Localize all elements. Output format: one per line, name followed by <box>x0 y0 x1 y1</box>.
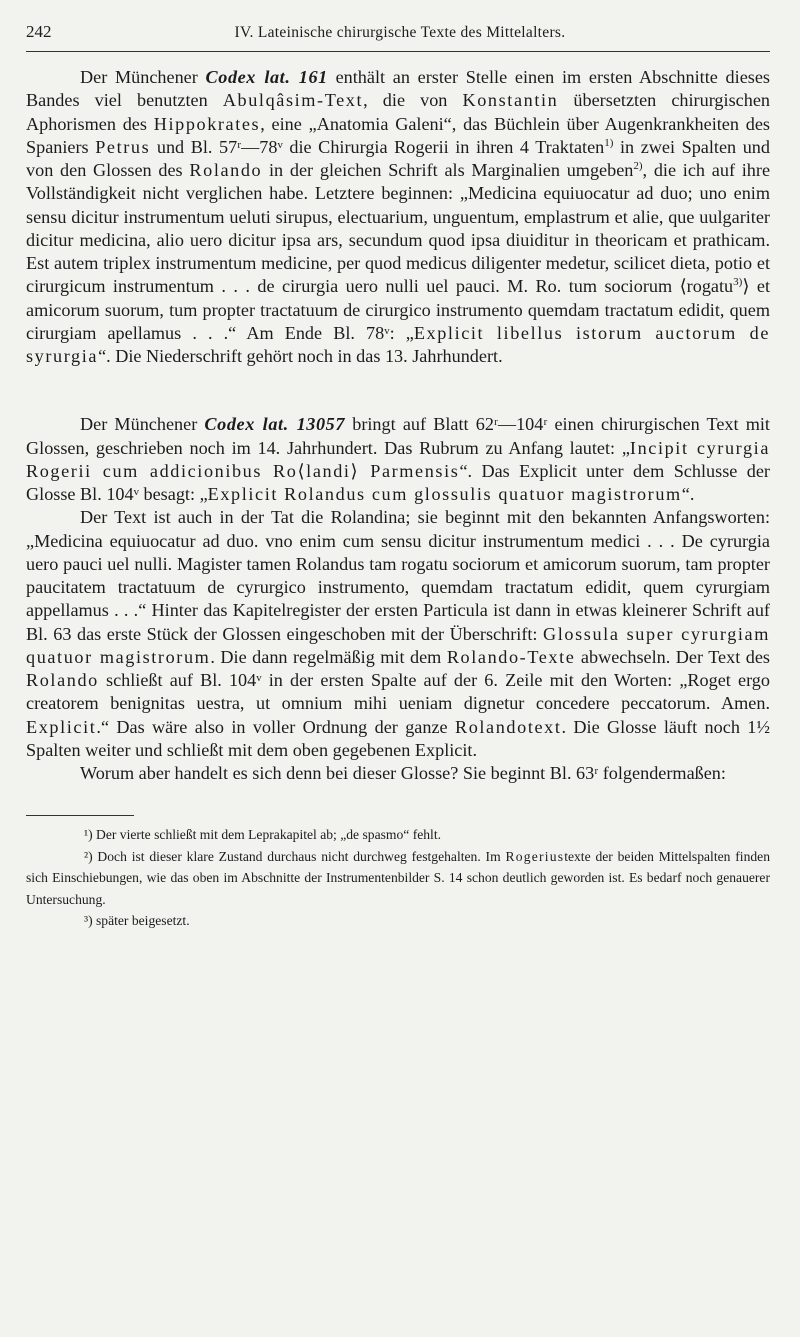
running-header <box>26 22 770 52</box>
paragraph-codex-161: Der Münchener Codex lat. 161 enthält an erster Stelle einen im ersten Abschnitte dieses Bandes viel benutzten Abulqâsim-Text, die von Konstantin übersetzten chirurgischen Aphorismen des Hippokrates, eine „Anatomia Galeni“, das Büchlein über Augenkrankheiten des Spaniers Petrus und Bl. 57ʳ—78ᵛ die Chirurgia Rogerii in ihren 4 Traktaten$^{1)}$ in zwei Spalten und von den Glossen des Rolando in der gleichen Schrift als Marginalien umgeben$^{2)}$, die ich auf ihre Vollständigkeit nicht verglichen habe. Letztere beginnen: „Medicina equiuocatur ad duo; uno enim sensu dicitur instrumentum ueluti sirupus, electuarium, unguentum, emplastrum et alie, que uulgariter dicitur medicina, alio uero dicitur ipsa ars, secundum quod ipsa diuiditur in theoricam et prathicam. Est autem triplex instrumentum medicine, per quod medicus diligenter medetur, scilicet dieta, potio et cirurgicum instrumentum . . . de cirurgia uero nulli uel pauci. M. Ro. tum sociorum ⟨rogatu$^{3)}$⟩ et amicorum suorum, tum propter tractatuum de cirurgico instrumento quemdam tractatum edidit, quem cirurgiam apellamus . . .“ Am Ende Bl. 78ᵛ: „Explicit libellus istorum auctorum de syrurgia“. Die Niederschrift gehört noch in das 13. Jahrhundert. <box>26 67 771 366</box>
section-gap <box>26 368 770 413</box>
page-number: 242 <box>26 22 52 41</box>
footnote-3: ³) später beigesetzt. <box>84 913 190 929</box>
codex-name: Codex lat. 13057 <box>204 414 346 435</box>
book-page <box>26 22 770 932</box>
footnote-1: ¹) Der vierte schließt mit dem Leprakapitel ab; „de spasmo“ fehlt. <box>84 827 442 843</box>
codex-name: Codex lat. 161 <box>205 67 328 87</box>
paragraph-codex-13057: Der Münchener Codex lat. 13057 bringt auf Blatt 62ʳ—104ʳ einen chirurgischen Text mit Glossen, geschrieben noch im 14. Jahrhundert. Das Rubrum zu Anfang lautet: „Incipit cyrurgia Rogerii cum addicionibus Ro⟨landi⟩ Parmensis“. Das Explicit unter dem Schlusse der Glosse Bl. 104ᵛ besagt: „Explicit Rolandus cum glossulis quatuor magistrorum“. <box>26 414 770 504</box>
footnote-2: ²) Doch ist dieser klare Zustand durchaus nicht durchweg festgehalten. Im Rogeriustexte der beiden Mittelspalten finden sich Einschiebungen, wie das oben im Abschnitte der Instrumentenbilder S. 14 schon deutlich geworden ist. Es bedarf noch genauerer Untersuchung. <box>26 848 770 907</box>
running-title: IV. Lateinische chirurgische Texte des Mittelalters. <box>234 24 566 41</box>
paragraph-rolandina: Der Text ist auch in der Tat die Rolandina; sie beginnt mit den bekannten Anfangsworten: „Medicina equiuocatur ad duo. vno enim cum sensu dicitur instrumentum medici . . . De cyrurgia uero pauci uel nulli. Magister tamen Rolandus tam rogatu sociorum et amicorum suorum, tam propter paucitatem tractatuum de cyrurgico instrumento, quemdam tractatum edidit, quem cyrurgiam appellamus . . .“ Hinter das Kapitelregister der ersten Particula ist dann in etwas kleinerer Schrift auf Bl. 63 das erste Stück der Glossen eingeschoben mit der Überschrift: Glossula super cyrurgiam quatuor magistrorum. Die dann regelmäßig mit dem Rolando-Texte abwechseln. Der Text des Rolando schließt auf Bl. 104ᵛ in der ersten Spalte auf der 6. Zeile mit den Worten: „Roget ergo creatorem benignitas uestra, ut omnium mihi ueniam dignetur concedere peccatorum. Amen. Explicit.“ Das wäre also in voller Ordnung der ganze Rolandotext. Die Glosse läuft noch 1½ Spalten weiter und schließt mit dem oben gegebenen Explicit. <box>26 507 771 760</box>
paragraph-glosse-question: Worum aber handelt es sich denn bei dieser Glosse? Sie beginnt Bl. 63ʳ folgendermaßen: <box>80 763 726 783</box>
main-text <box>26 66 770 785</box>
footnotes <box>26 824 770 932</box>
footnote-ref: 1) <box>604 136 614 149</box>
footnote-ref: 2) <box>633 159 643 172</box>
footnote-ref: 3) <box>733 276 743 289</box>
footnote-divider <box>26 815 134 816</box>
